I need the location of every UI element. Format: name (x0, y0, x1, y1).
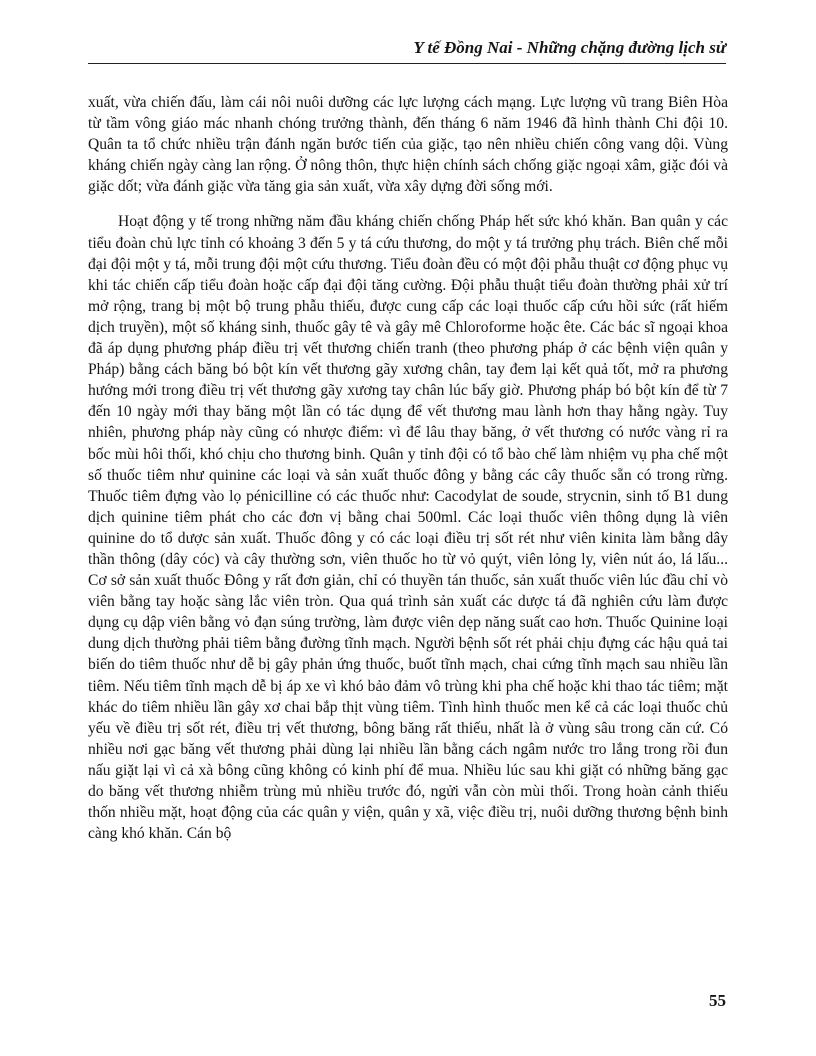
paragraph-1: xuất, vừa chiến đấu, làm cái nôi nuôi dưỡng các lực lượng cách mạng. Lực lượng vũ trang Biên Hòa từ tầm vông giáo mác nhanh chóng trưởng thành, đến tháng 6 năm 1946 đã hình thành Chi đội 10. Quân ta tổ chức nhiều trận đánh ngăn bước tiến của giặc, tạo nên nhiều chiến công vang dội. Vùng kháng chiến ngày càng lan rộng. Ở nông thôn, thực hiện chính sách chống giặc ngoại xâm, giặc đói và giặc dốt; vừa đánh giặc vừa tăng gia sản xuất, vừa xây dựng đời sống mới. (88, 94, 728, 196)
running-header: Y tế Đồng Nai - Những chặng đường lịch sử (88, 38, 726, 64)
paragraph-2: Hoạt động y tế trong những năm đầu kháng chiến chống Pháp hết sức khó khăn. Ban quân y các tiểu đoàn chủ lực tỉnh có khoảng 3 đến 5 y tá cứu thương, do một y tá trưởng phụ trách. Biên chế mỗi đại đội một y tá, mỗi trung đội một cứu thương. Tiểu đoàn đều có một đội phẫu thuật cơ động phục vụ khi tác chiến cấp tiểu đoàn hoặc cấp đại đội tăng cường. Đội phẫu thuật tiểu đoàn thường phải xử trí mở rộng, trang bị một bộ trung phẫu thiếu, được cung cấp các loại thuốc cấp cứu hồi sức (rất hiếm dịch truyền), một số kháng sinh, thuốc gây tê và gây mê Chloroforme hoặc ête. Các bác sĩ ngoại khoa đã áp dụng phương pháp điều trị vết thương chiến tranh (theo phương pháp ở các bệnh viện quân y Pháp) bằng cách băng bó bột kín vết thương gãy xương chân, tay đem lại kết quả tốt, mở ra phương hướng mới trong điều trị vết thương gãy xương tay chân lúc bấy giờ. Phương pháp bó bột kín để từ 7 đến 10 ngày mới thay băng một lần có tác dụng để vết thương mau lành hơn thay hằng ngày. Tuy nhiên, phương pháp này cũng có nhược điểm: vì để lâu thay băng, ở vết thương có nước vàng rỉ ra bốc mùi hôi thối, khó chịu cho thương binh. Quân y tỉnh đội có tổ bào chế làm nhiệm vụ pha chế một số thuốc tiêm như quinine các loại và sản xuất thuốc đông y bằng các cây thuốc sẵn có trong rừng. Thuốc tiêm đựng vào lọ pénicilline có các thuốc như: Cacodylat de soude, strycnin, sinh tố B1 dung dịch quinine tiêm phát cho các đơn vị bằng chai 500ml. Các loại thuốc viên thông dụng là viên quinine do tổ dược sản xuất. Thuốc đông y có các loại điều trị sốt rét như viên kinita làm bằng dây thần thông (dây cóc) và cây thường sơn, viên thuốc ho từ vỏ quýt, viên lỏng ly, viên nút áo, lá lấu... Cơ sở sản xuất thuốc Đông y rất đơn giản, chỉ có thuyền tán thuốc, sản xuất thuốc viên lúc đầu chỉ vò viên bằng tay hoặc sàng lắc viên tròn. Qua quá trình sản xuất các dược tá đã nghiên cứu làm được dụng cụ dập viên bằng vỏ đạn súng trường, làm được viên dẹp năng suất cao hơn. Thuốc Quinine loại dung dịch thường phải tiêm bằng đường tĩnh mạch. Người bệnh sốt rét phải chịu đựng các hậu quả tai biến do tiêm thuốc như dễ bị gây phản ứng thuốc, buốt tĩnh mạch, chai cứng tĩnh mạch sau nhiều lần tiêm. Nếu tiêm tĩnh mạch dễ bị áp xe vì khó bảo đảm vô trùng khi pha chế hoặc khi thao tác tiêm; mặt khác do tiêm nhiều lần gây xơ chai bắp thịt vùng tiêm. Tình hình thuốc men kể cả các loại thuốc chủ yếu về điều trị sốt rét, điều trị vết thương, bông băng rất thiếu, nhất là ở vùng sâu trong căn cứ. Có nhiều nơi gạc băng vết thương phải dùng lại nhiều lần bằng cách ngâm nước tro lắng trong rồi đun nấu giặt lại vì cả xà bông cũng không có kinh phí để mua. Nhiều lúc sau khi giặt có những băng gạc do băng vết thương nhiễm trùng mủ nhiều trước đó, ngửi vẫn còn mùi thối. Trong hoàn cảnh thiếu thốn nhiều mặt, hoạt động của các quân y viện, quân y xã, việc điều trị, nuôi dưỡng thương bệnh binh càng khó khăn. Cán bộ (88, 213, 728, 843)
page-number: 55 (709, 991, 726, 1010)
body-text (88, 92, 728, 844)
